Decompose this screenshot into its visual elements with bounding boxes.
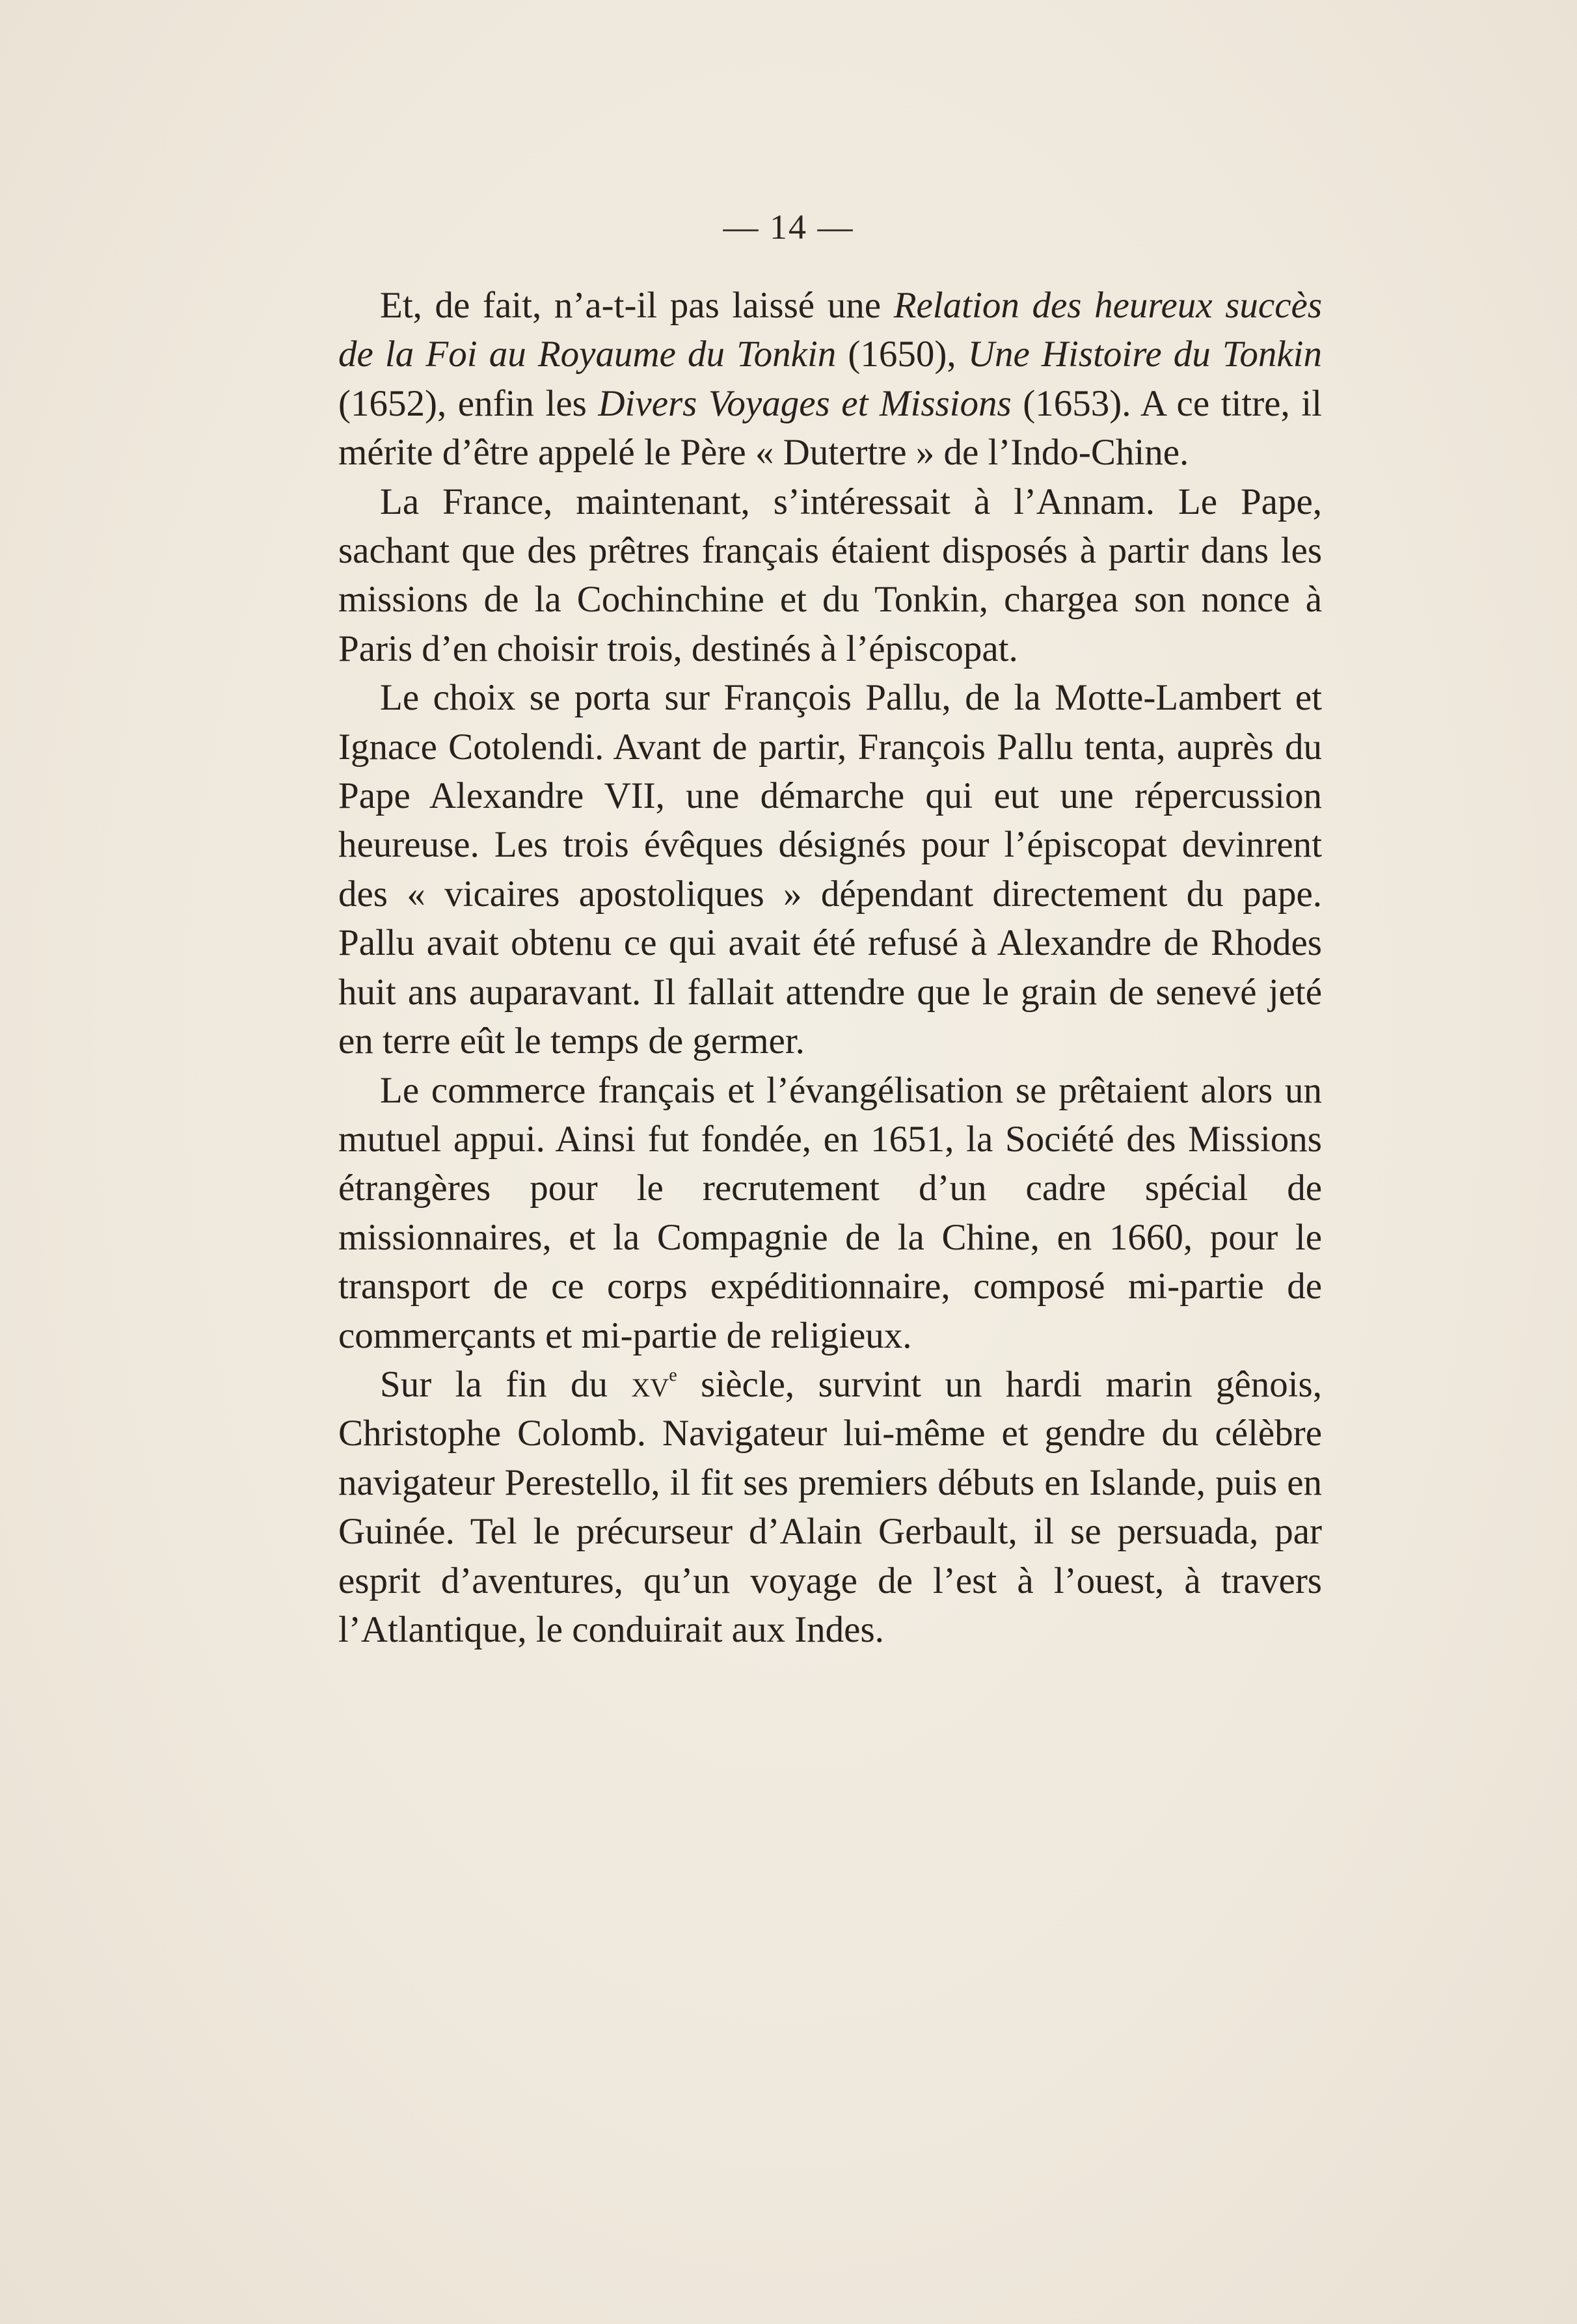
paragraph bbox=[338, 1360, 1322, 1654]
text-run: Le choix se porta sur François Pallu, de la Motte-Lambert et Ignace Cotolendi. Avant de partir, François Pallu tenta, auprès du Pape Alexandre VII, une démarche qui eut une répercussion heureuse. Les trois évêques désignés pour l’épiscopat devinrent des « vicaires apostoliques » dépendant directement du pape. Pallu avait obtenu ce qui avait été refusé à Alexandre de Rhodes huit ans auparavant. Il fallait attendre que le grain de senevé jeté en terre eût le temps de germer. bbox=[338, 677, 1322, 1062]
italic-title: Relation des heureux succès de la Foi au Royaume du Tonkin bbox=[338, 285, 1322, 375]
text-run: (1652), enfin les bbox=[338, 382, 599, 424]
text-run: siècle, survint un hardi marin gênois, Christophe Colomb. Navigateur lui-même et gendre du célèbre navigateur Perestello, il fit ses premiers débuts en Islande, puis en Guinée. Tel le précurseur d’Alain Gerbault, il se persuada, par esprit d’aventures, qu’un voyage de l’est à l’ouest, à travers l’Atlantique, le conduirait aux Indes. bbox=[338, 1363, 1322, 1650]
text-run: (1650), bbox=[836, 334, 968, 375]
text-run: Et, de fait, n’a-t-il pas laissé une bbox=[380, 285, 894, 326]
paragraph bbox=[338, 673, 1322, 1065]
paragraph bbox=[338, 281, 1322, 477]
ordinal-superscript: e bbox=[669, 1365, 677, 1385]
text-run: Sur la fin du bbox=[380, 1363, 632, 1405]
paragraph bbox=[338, 1066, 1322, 1360]
text-run: La France, maintenant, s’intéressait à l’Annam. Le Pape, sachant que des prêtres français étaient disposés à partir dans les missions de la Cochinchine et du Tonkin, chargea son nonce à Paris d’en choisir trois, destinés à l’épiscopat. bbox=[338, 481, 1322, 669]
text-run: Le commerce français et l’évangélisation se prêtaient alors un mutuel appui. Ainsi fut fondée, en 1651, la Société des Missions étrangères pour le recrutement d’un cadre spécial de missionnaires, et la Compagnie de la Chine, en 1660, pour le transport de ce corps expéditionnaire, composé mi-partie de commerçants et mi-partie de religieux. bbox=[338, 1069, 1322, 1356]
italic-title: Une Histoire du Tonkin bbox=[967, 334, 1322, 375]
italic-title: Divers Voyages et Missions bbox=[598, 382, 1012, 424]
text-run: (1653). A ce titre, il mérite d’être appelé le Père « Dutertre » de l’Indo-Chine. bbox=[338, 382, 1322, 474]
paragraph bbox=[338, 477, 1322, 674]
page-number: — 14 — bbox=[723, 207, 854, 247]
century-numeral: xv bbox=[631, 1363, 669, 1405]
body-text bbox=[338, 281, 1322, 1654]
